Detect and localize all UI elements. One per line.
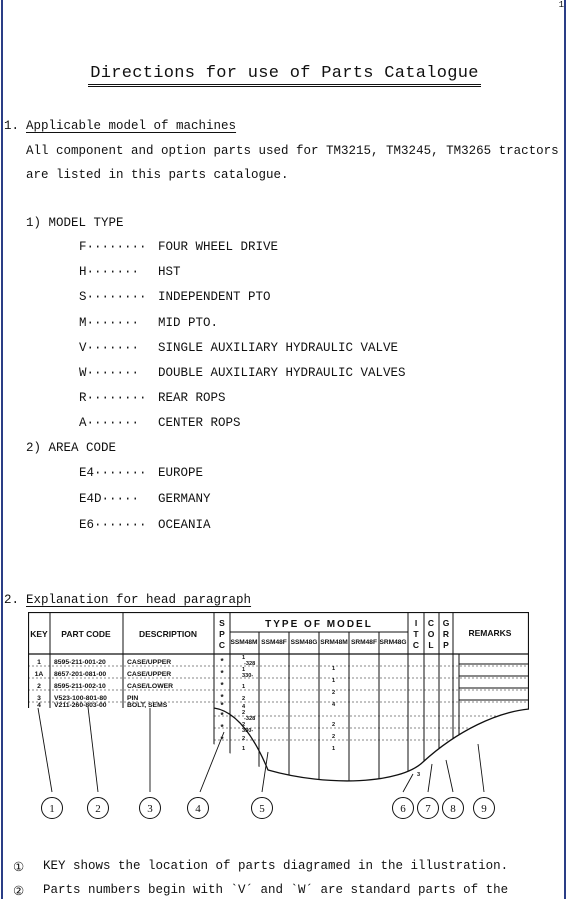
- qty-value: 2: [332, 722, 336, 728]
- qty-value: -328: [244, 661, 256, 667]
- header-itc-i: I: [414, 618, 418, 628]
- section1-heading: Applicable model of machines: [26, 119, 237, 133]
- header-col-c: C: [427, 618, 435, 628]
- head-paragraph-diagram: [28, 612, 533, 827]
- row-part-code: V523-100-801-80: [54, 695, 107, 702]
- header-spc-s: S: [219, 618, 225, 628]
- area-desc: GERMANY: [158, 492, 211, 506]
- spc-mark: *: [220, 657, 224, 666]
- callout-number: 2: [95, 803, 101, 815]
- spc-mark: *: [220, 723, 224, 732]
- page-title: Directions for use of Parts Catalogue: [0, 64, 569, 83]
- model-code: A·······: [79, 416, 140, 430]
- model-code: H·······: [79, 265, 140, 279]
- spc-mark: *: [220, 711, 224, 720]
- area-code-heading: 2) AREA CODE: [26, 441, 117, 455]
- area-code: E6·······: [79, 518, 147, 532]
- qty-value: 4: [242, 704, 246, 710]
- header-part-code: PART CODE: [61, 629, 111, 639]
- qty-value: 2: [242, 722, 246, 728]
- row-key: 4: [37, 702, 41, 709]
- spc-mark: *: [220, 681, 224, 690]
- section1-line1: All component and option parts used for TM3215, TM3245, TM3265 tractors: [26, 144, 559, 158]
- model-code: W·······: [79, 366, 140, 380]
- model-code: F········: [79, 240, 147, 254]
- spc-mark: *: [220, 735, 224, 744]
- qty-value: 1: [242, 684, 246, 690]
- header-model-2: SSM48F: [261, 639, 287, 646]
- header-grp-p: P: [443, 640, 449, 650]
- spc-mark: *: [220, 701, 224, 710]
- page-number: 1: [558, 0, 564, 10]
- spc-mark: *: [220, 693, 224, 702]
- row-part-code: V211-260-803-00: [54, 702, 107, 709]
- callout-number: 9: [481, 803, 487, 815]
- spc-mark: *: [220, 669, 224, 678]
- callout-number: 1: [49, 803, 55, 815]
- row-description: PIN: [127, 695, 139, 702]
- row-part-code: 8657-201-081-00: [54, 671, 107, 678]
- section1-number: 1.: [4, 119, 20, 133]
- qty-value: 1: [332, 678, 336, 684]
- row-description: CASE/UPPER: [127, 659, 172, 666]
- note-number: ①: [13, 861, 25, 875]
- row-description: BOLT, SEMS: [127, 702, 168, 709]
- row-description: CASE/UPPER: [127, 671, 172, 678]
- qty-value: 330-: [242, 673, 254, 679]
- qty-value: 1: [242, 655, 246, 661]
- section1-line2: are listed in this parts catalogue.: [26, 168, 289, 182]
- header-model-3: SSM48G: [290, 639, 318, 646]
- itc-mark: 3: [417, 772, 421, 778]
- qty-value: 2: [332, 734, 336, 740]
- callout-number: 8: [450, 803, 456, 815]
- qty-value: 4: [332, 702, 336, 708]
- row-description: CASE/LOWER: [127, 683, 174, 690]
- note-text: KEY shows the location of parts diagramed in the illustration.: [43, 859, 509, 873]
- area-desc: OCEANIA: [158, 518, 211, 532]
- header-grp-g: G: [442, 618, 450, 628]
- header-grp-r: R: [442, 629, 450, 639]
- header-remarks: REMARKS: [468, 628, 512, 638]
- header-col-o: O: [427, 629, 435, 639]
- model-desc: FOUR WHEEL DRIVE: [158, 240, 279, 254]
- header-key: KEY: [30, 629, 48, 639]
- model-desc: SINGLE AUXILIARY HYDRAULIC VALVE: [158, 341, 399, 355]
- qty-value: 2: [242, 696, 246, 702]
- row-part-code: 8595-211-001-20: [54, 659, 106, 666]
- qty-value: -328: [244, 716, 256, 722]
- model-code: M·······: [79, 316, 140, 330]
- row-key: 3: [37, 695, 41, 702]
- header-model-4: SRM48M: [320, 639, 348, 646]
- model-code: S········: [79, 290, 147, 304]
- model-desc: DOUBLE AUXILIARY HYDRAULIC VALVES: [158, 366, 406, 380]
- section2-heading: Explanation for head paragraph: [26, 593, 252, 607]
- row-key: 2: [37, 683, 41, 690]
- qty-value: 330-: [242, 728, 254, 734]
- area-code: E4D·····: [79, 492, 140, 506]
- model-desc: REAR ROPS: [158, 391, 226, 405]
- header-model-6: SRM48G: [379, 639, 407, 646]
- row-key: 1: [37, 659, 41, 666]
- header-itc-c: C: [412, 640, 420, 650]
- model-desc: CENTER ROPS: [158, 416, 241, 430]
- header-model-1: SSM48M: [230, 639, 258, 646]
- area-desc: EUROPE: [158, 466, 204, 480]
- model-desc: HST: [158, 265, 181, 279]
- qty-value: 2: [332, 690, 336, 696]
- model-desc: MID PTO.: [158, 316, 219, 330]
- header-model-5: SRM48F: [350, 639, 378, 646]
- qty-value: 1: [242, 746, 246, 752]
- row-key: 1A: [34, 671, 44, 678]
- row-part-code: 8595-211-002-10: [54, 683, 106, 690]
- qty-value: 2: [242, 736, 246, 742]
- qty-value: 2: [242, 710, 246, 716]
- callout-number: 5: [259, 803, 265, 815]
- model-desc: INDEPENDENT PTO: [158, 290, 271, 304]
- header-spc-c: C: [218, 640, 226, 650]
- callout-number: 6: [400, 803, 406, 815]
- qty-value: 1: [332, 746, 336, 752]
- header-col-l: L: [428, 640, 434, 650]
- header-spc-p: P: [219, 629, 225, 639]
- area-code: E4·······: [79, 466, 147, 480]
- callout-number: 4: [195, 803, 201, 815]
- header-type-of-model: TYPE OF MODEL: [265, 619, 373, 630]
- model-type-heading: 1) MODEL TYPE: [26, 216, 124, 230]
- callout-number: 3: [147, 803, 153, 815]
- model-code: V·······: [79, 341, 140, 355]
- section2-number: 2.: [4, 593, 20, 607]
- note-number: ②: [13, 885, 25, 899]
- header-itc-t: T: [413, 629, 419, 639]
- qty-value: 1: [332, 666, 336, 672]
- callout-number: 7: [425, 803, 431, 815]
- header-description: DESCRIPTION: [138, 629, 198, 639]
- model-code: R········: [79, 391, 147, 405]
- qty-value: 1: [242, 667, 246, 673]
- note-text: Parts numbers begin with `V´ and `W´ are standard parts of the: [43, 883, 509, 897]
